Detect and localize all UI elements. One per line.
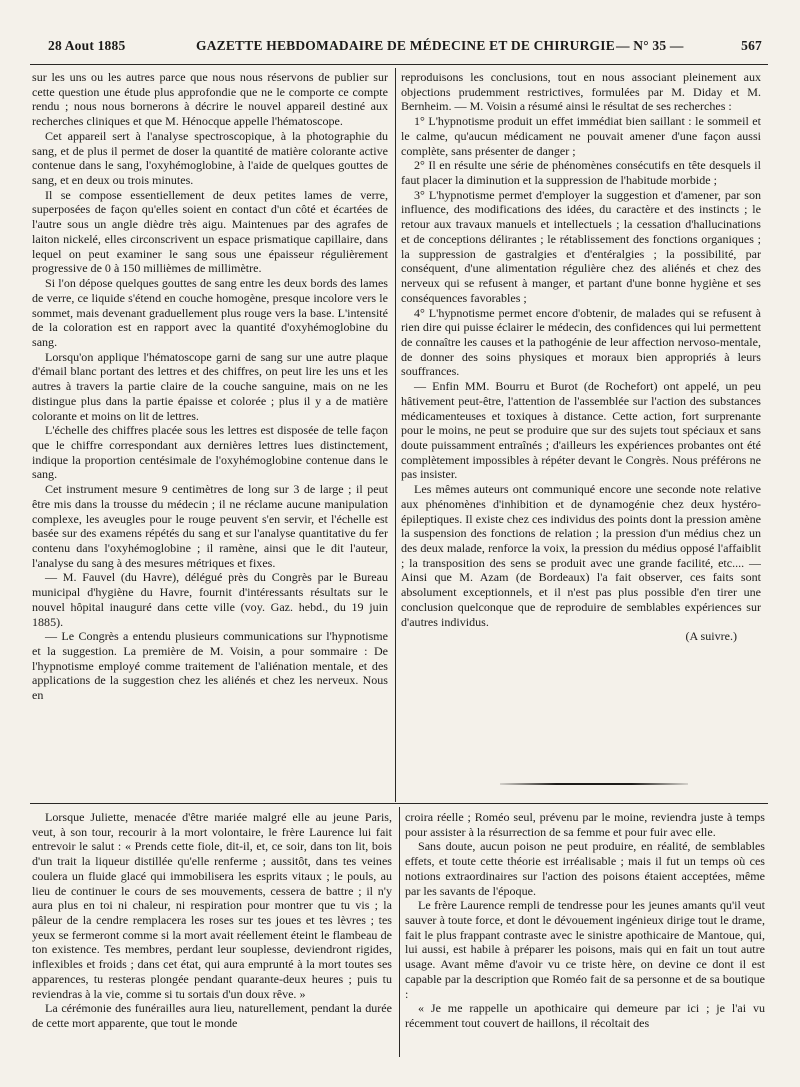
paragraph: — Enfin MM. Bourru et Burot (de Rochefort) ont appelé, un peu hâtivement peut-être, l'attention de l'assemblée sur l'action des substances médicamenteuses et toxiques à distance. Cette action, fort surprenante pour le moins, ne peut se produire que sur des sujets tout spéciaux et sans doute puissamment entraînés ; d'ailleurs les expériences probantes ont été complètement impossibles à répéter devant le Congrès. Nous préférons ne pas insister. xyxy=(401,379,761,482)
to-be-continued: (A suivre.) xyxy=(685,629,737,644)
paragraph: — M. Fauvel (du Havre), délégué près du Congrès par le Bureau municipal d'hygiène du Havre, fournit d'intéressants résultats sur le nouvel hôpital inauguré dans cette ville (voy. Gaz. hebd., du 19 juin 1885). xyxy=(32,570,388,629)
paragraph: 2° Il en résulte une série de phénomènes consécutifs en tête desquels il faut placer la diminution et la suppression de l'habitude morbide ; xyxy=(401,158,761,188)
paragraph: Cet instrument mesure 9 centimètres de long sur 3 de large ; il peut être mis dans la trousse du médecin ; il ne réclame aucune manipulation complexe, les aveugles pour le rouge peuvent s'en servir, et l'échelle est basée sur des examens répétés du sang et sur l'analyse quantitative du fer contenu dans l'oxyhémoglobine ; il ramène, ainsi que le dit l'auteur, l'analyse du sang à des mesures métriques et fixes. xyxy=(32,482,388,570)
paragraph: Cet appareil sert à l'analyse spectroscopique, à la photographie du sang, et de plus il permet de doser la quantité de matière colorante active contenue dans le sang, l'oxyhémoglobine, à l'aide de quelques gouttes de sang, et en deux ou trois minutes. xyxy=(32,128,388,188)
paragraph: Si l'on dépose quelques gouttes de sang entre les deux bords des lames de verre, ce liquide s'étend en couche homogène, presque incolore vers le sommet, mais devenant graduellement plus rouge vers la base. L'intensité de la coloration est en rapport avec la quantité d'oxyhémoglobine du sang. xyxy=(32,276,388,349)
header-issue-number: — N° 35 — xyxy=(616,38,684,53)
paragraph: Lorsqu'on applique l'hématoscope garni de sang sur une autre plaque d'émail blanc portant des lettres et des chiffres, on peut lire les uns et les autres à travers la partie claire de la couche sanguine, mais on ne les distingue plus dans la partie épaisse et colorée ; plus il y a de matière colorante et moins on lit de lettres. xyxy=(32,349,388,423)
paragraph: Il se compose essentiellement de deux petites lames de verre, superposées de façon qu'elles soient en contact d'un côté et écartées de l'autre sous un angle dièdre très aigu. Maintenues par des agrafes de laiton nickelé, elles circonscrivent un espace prismatique capillaire, dans lequel on peut examiner le sang sous une épaisseur régulièrement progressive de 0 à 150 millièmes de millimètre. xyxy=(32,187,388,276)
page-header xyxy=(46,38,762,60)
paragraph: 3° L'hypnotisme permet d'employer la suggestion et d'amener, par son influence, des modifications des idées, du caractère et des instincts ; le retour aux travaux manuels et intellectuels ; la cessation d'hallucinations et de conceptions délirantes ; le rétablissement des fonctions organiques ; la suppression de gastralgies et d'entéralgies ; la possibilité, par conséquent, d'une alimentation régulière chez des aliénés et chez des nerveux qui se refusent à manger, et partant d'une bonne hygiène et ses conséquences favorables ; xyxy=(401,187,761,305)
paragraph: — Le Congrès a entendu plusieurs communications sur l'hypnotisme et la suggestion. La première de M. Voisin, a pour sommaire : De l'hypnotisme employé comme traitement de l'aliénation mentale, et des applications de la suggestion chez les aliénés et chez les nerveux. Nous en xyxy=(32,629,388,703)
paragraph: croira réelle ; Roméo seul, prévenu par le moine, reviendra juste à temps pour assister à la résurrection de sa femme et pour fuir avec elle. xyxy=(405,810,765,839)
paragraph: 4° L'hypnotisme permet encore d'obtenir, de malades qui se refusent à rien dire qui puisse éclairer le médecin, des confidences qui lui permettent de connaître les causes et la pathogénie de leur affection nervoso-mentale, de donner des soins physiques et moraux bien appropriés à leurs souffrances. xyxy=(401,305,761,379)
column-divider-lower xyxy=(399,807,400,1057)
paragraph: Sans doute, aucun poison ne peut produire, en réalité, de semblables effets, et toute cette théorie est irréalisable ; mais il fut un temps où ces notions extraordinaires sur l'action des poisons étaient acceptées, même par les savants de l'époque. xyxy=(405,839,765,898)
paragraph: La cérémonie des funérailles aura lieu, naturellement, pendant la durée de cette mort apparente, que tout le monde xyxy=(32,1001,392,1031)
paragraph: sur les uns ou les autres parce que nous nous réservons de publier sur cette question une étude plus approfondie que ne le comporte ce compte rendu ; nous nous bornerons à décrire le nouvel appareil destiné aux recherches cliniques et que M. Hénocque appelle l'hématoscope. xyxy=(32,70,388,129)
column-upper-left xyxy=(32,70,388,802)
paragraph: reproduisons les conclusions, tout en nous associant pleinement aux objections prudemment restrictives, formulées par M. Diday et M. Bernheim. — M. Voisin a résumé ainsi le résultat de ses recherches : xyxy=(401,70,761,114)
column-lower-right xyxy=(405,810,765,1058)
column-lower-left xyxy=(32,810,392,1058)
paragraph: Lorsque Juliette, menacée d'être mariée malgré elle au jeune Paris, veut, à son tour, recourir à la mort volontaire, le frère Laurence lui fait entrevoir le salut : « Prends cette fiole, dit-il, et, ce soir, dans ton lit, bois d'un trait la liqueur distillée qu'elle renferme ; aussitôt, dans tes veines coulera un fluide glacé qui immobilisera les esprits vitaux ; le pouls, au lieu de continuer le cours de ses mouvements, cessera de battre ; il n'y aura plus en toi ni chaleur, ni respiration pour montrer que tu vis ; la pâleur de la cendre remplacera les roses sur tes joues et tes lèvres ; tes yeux se fermeront comme si la mort avait réellement éteint le flambeau de ton existence. Tes membres, perdant leur souplesse, deviendront rigides, inflexibles et froids ; dans cet état, qui aura emprunté à la mort toutes ses apparences, tu resteras plongée pendant quarante-deux heures ; puis tu reviendras à la vie, comme si tu sortais d'un doux rêve. » xyxy=(32,810,392,1001)
paragraph: « Je me rappelle un apothicaire qui demeure par ici ; je l'ai vu récemment tout couvert de haillons, il récoltait des xyxy=(405,1001,765,1031)
column-upper-right xyxy=(401,70,761,782)
header-page-number: 567 xyxy=(741,38,762,53)
paragraph: 1° L'hypnotisme produit un effet immédiat bien saillant : le sommeil et le calme, qu'aucun médicament ne pouvait amener d'une façon aussi complète, sans présenter de danger ; xyxy=(401,114,761,158)
header-journal-title: GAZETTE HEBDOMADAIRE DE MÉDECINE ET DE CHIRURGIE xyxy=(196,38,615,53)
header-rule xyxy=(30,64,768,65)
column-divider-upper xyxy=(395,68,396,802)
paragraph: L'échelle des chiffres placée sous les lettres est disposée de telle façon que le chiffre correspondant aux dernières lettres lues distinctement, indique la proportion centésimale de l'oxyhémoglobine contenue dans le sang. xyxy=(32,423,388,482)
paragraph: Le frère Laurence rempli de tendresse pour les jeunes amants qu'il veut sauver à toute force, et dont le dévouement ingénieux dirige tout le drame, fait le plus frappant contraste avec le sinistre apothicaire de Mantoue, qui, lui aussi, est habile à préparer les poisons, mais qui en fait un tout autre usage. Avant même d'avoir vu ce triste hère, on devine ce dont il est capable par la description que Roméo fait de sa personne et de sa boutique : xyxy=(405,898,765,1001)
feuilleton-rule xyxy=(30,803,768,804)
header-date: 28 Aout 1885 xyxy=(48,38,126,53)
closing-ornament-rule xyxy=(500,782,688,786)
paragraph: Les mêmes auteurs ont communiqué encore une seconde note relative aux phénomènes d'inhibition et de dynamogénie chez deux hystéro-épileptiques. Il existe chez ces individus des points dont la pression amène la suspension des fonctions de relation ; la pression d'un médius chez un des deux malade, renforce la voix, la pression du médius opposé l'affaiblit ; la transposition des sens se produit avec une grande facilité, etc.... — Ainsi que M. Azam (de Bordeaux) l'a fait observer, ces faits sont absolument exceptionnels, et il n'est pas plus possible d'en tirer une conclusion quelconque que de reproduire de semblables expériences sur d'autres individus. xyxy=(401,482,761,629)
